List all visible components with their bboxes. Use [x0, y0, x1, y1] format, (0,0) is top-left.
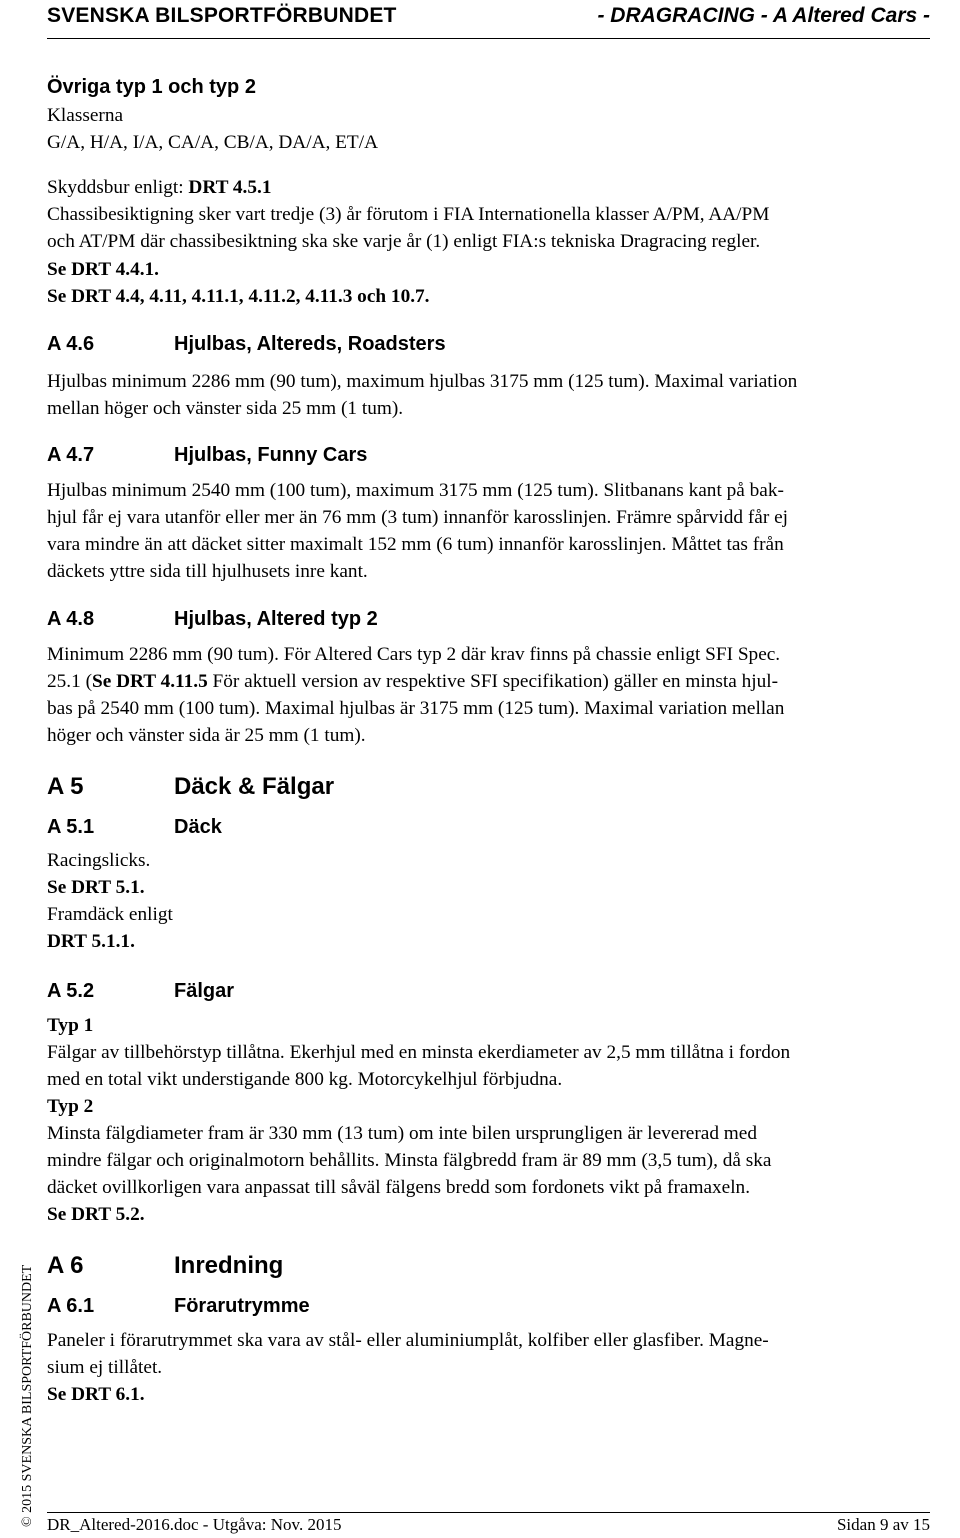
- ovriga-ref-2: Se DRT 4.4, 4.11, 4.11.1, 4.11.2, 4.11.3 och 10.7.: [47, 286, 430, 307]
- a47-line-1: Hjulbas minimum 2540 mm (100 tum), maximum 3175 mm (125 tum). Slitbanans kant på bak-: [47, 480, 784, 501]
- a48-line-2-post: För aktuell version av respektive SFI specifikation) gäller en minsta hjul-: [207, 671, 778, 692]
- section-number: A 5.1: [47, 816, 95, 838]
- section-number: A 5.2: [47, 980, 95, 1002]
- a52-typ2-line-2: mindre fälgar och originalmotorn behållits. Minsta fälgbredd fram är 89 mm (3,5 tum), då ska: [47, 1150, 772, 1171]
- a61-line-2: sium ej tillåtet.: [47, 1357, 163, 1378]
- section-number: A 4.6: [47, 333, 95, 355]
- rollcage-ref: DRT 4.5.1: [188, 177, 272, 198]
- a51-line-1: Racingslicks.: [47, 850, 151, 871]
- footer-page: Sidan 9 av 15: [836, 1515, 930, 1534]
- header-organization: SVENSKA BILSPORTFÖRBUNDET: [47, 4, 397, 27]
- a52-typ1-line-2: med en total vikt understigande 800 kg. Motorcykelhjul förbjudna.: [47, 1069, 563, 1090]
- a51-ref-1: Se DRT 5.1.: [47, 877, 145, 898]
- section-a46-heading: [47, 331, 446, 358]
- a47-line-4: däckets yttre sida till hjulhusets inre kant.: [47, 561, 368, 582]
- a48-line-3: bas på 2540 mm (100 tum). Maximal hjulbas är 3175 mm (125 tum). Maximal variation mellan: [47, 698, 785, 719]
- section-number: A 4.8: [47, 608, 95, 630]
- a52-typ1-line-1: Fälgar av tillbehörstyp tillåtna. Ekerhjul med en minsta ekerdiameter av 2,5 mm tillåtna i fordon: [47, 1042, 791, 1063]
- rollcage-label: Skyddsbur enligt:: [47, 177, 189, 198]
- a48-line-2: [47, 668, 778, 695]
- a51-ref-2: DRT 5.1.1.: [47, 931, 135, 952]
- ovriga-title: Övriga typ 1 och typ 2: [47, 76, 256, 98]
- a52-typ2-line-3: däcket ovillkorligen vara anpassat till såväl fälgens bredd som fordonets vikt på framaxeln.: [47, 1177, 751, 1198]
- section-a6-heading: [47, 1251, 283, 1281]
- a61-line-1: Paneler i förarutrymmet ska vara av stål- eller aluminiumplåt, kolfiber eller glasfiber. Magne-: [47, 1330, 769, 1351]
- section-a48-heading: [47, 606, 378, 633]
- a52-typ2-label: Typ 2: [47, 1096, 94, 1117]
- a46-line-1: Hjulbas minimum 2286 mm (90 tum), maximum hjulbas 3175 mm (125 tum). Maximal variation: [47, 371, 798, 392]
- a61-ref: Se DRT 6.1.: [47, 1384, 145, 1405]
- a52-typ2-line-1: Minsta fälgdiameter fram är 330 mm (13 tum) om inte bilen ursprungligen är levererad med: [47, 1123, 757, 1144]
- ovriga-rollcage: [47, 174, 271, 201]
- a52-ref: Se DRT 5.2.: [47, 1204, 145, 1225]
- a47-line-2: hjul får ej vara utanför eller mer än 76 mm (3 tum) innanför karosslinjen. Främre spårvidd får ej: [47, 507, 789, 528]
- header-section: - DRAGRACING - A Altered Cars -: [597, 4, 930, 27]
- footer-document: DR_Altered-2016.doc - Utgåva: Nov. 2015: [47, 1515, 342, 1534]
- ovriga-ref-1: Se DRT 4.4.1.: [47, 259, 159, 280]
- ovriga-line-1: Chassibesiktigning sker vart tredje (3) år förutom i FIA Internationella klasser A/PM, AA/PM: [47, 204, 770, 225]
- section-a52-heading: [47, 978, 234, 1005]
- section-title: Förarutrymme: [174, 1295, 310, 1317]
- a48-line-1: Minimum 2286 mm (90 tum). För Altered Cars typ 2 där krav finns på chassie enligt SFI Spec.: [47, 644, 781, 665]
- section-a51-heading: [47, 814, 222, 841]
- section-title: Inredning: [174, 1252, 284, 1279]
- a52-typ1-label: Typ 1: [47, 1015, 94, 1036]
- a48-line-2-pre: 25.1 (: [47, 671, 92, 692]
- a48-line-2-ref: Se DRT 4.11.5: [91, 671, 208, 692]
- section-title: Hjulbas, Altereds, Roadsters: [174, 333, 446, 355]
- ovriga-line-2: och AT/PM där chassibesiktning ska ske varje år (1) enligt FIA:s tekniska Dragracing regler.: [47, 231, 761, 252]
- section-title: Däck: [174, 816, 222, 838]
- section-title: Hjulbas, Altered typ 2: [174, 608, 378, 630]
- section-a47-heading: [47, 442, 367, 469]
- section-title: Däck & Fälgar: [174, 773, 335, 800]
- sidebar-copyright: © 2015 SVENSKA BILSPORTFÖRBUNDET: [20, 1264, 35, 1527]
- a48-line-4: höger och vänster sida är 25 mm (1 tum).: [47, 725, 366, 746]
- section-number: A 6.1: [47, 1295, 95, 1317]
- section-number: A 4.7: [47, 444, 95, 466]
- section-number: A 5: [47, 773, 84, 800]
- ovriga-classes-list: G/A, H/A, I/A, CA/A, CB/A, DA/A, ET/A: [47, 132, 378, 153]
- header-divider: [47, 38, 930, 39]
- footer-divider: [47, 1512, 930, 1513]
- section-title: Hjulbas, Funny Cars: [174, 444, 368, 466]
- section-a5-heading: [47, 772, 334, 802]
- a51-line-2: Framdäck enligt: [47, 904, 173, 925]
- a46-line-2: mellan höger och vänster sida 25 mm (1 tum).: [47, 398, 404, 419]
- ovriga-classes-label: Klasserna: [47, 105, 124, 126]
- section-a61-heading: [47, 1293, 310, 1320]
- section-number: A 6: [47, 1252, 84, 1279]
- section-title: Fälgar: [174, 980, 235, 1002]
- a47-line-3: vara mindre än att däcket sitter maximalt 152 mm (6 tum) innanför karosslinjen. Måttet tas från: [47, 534, 784, 555]
